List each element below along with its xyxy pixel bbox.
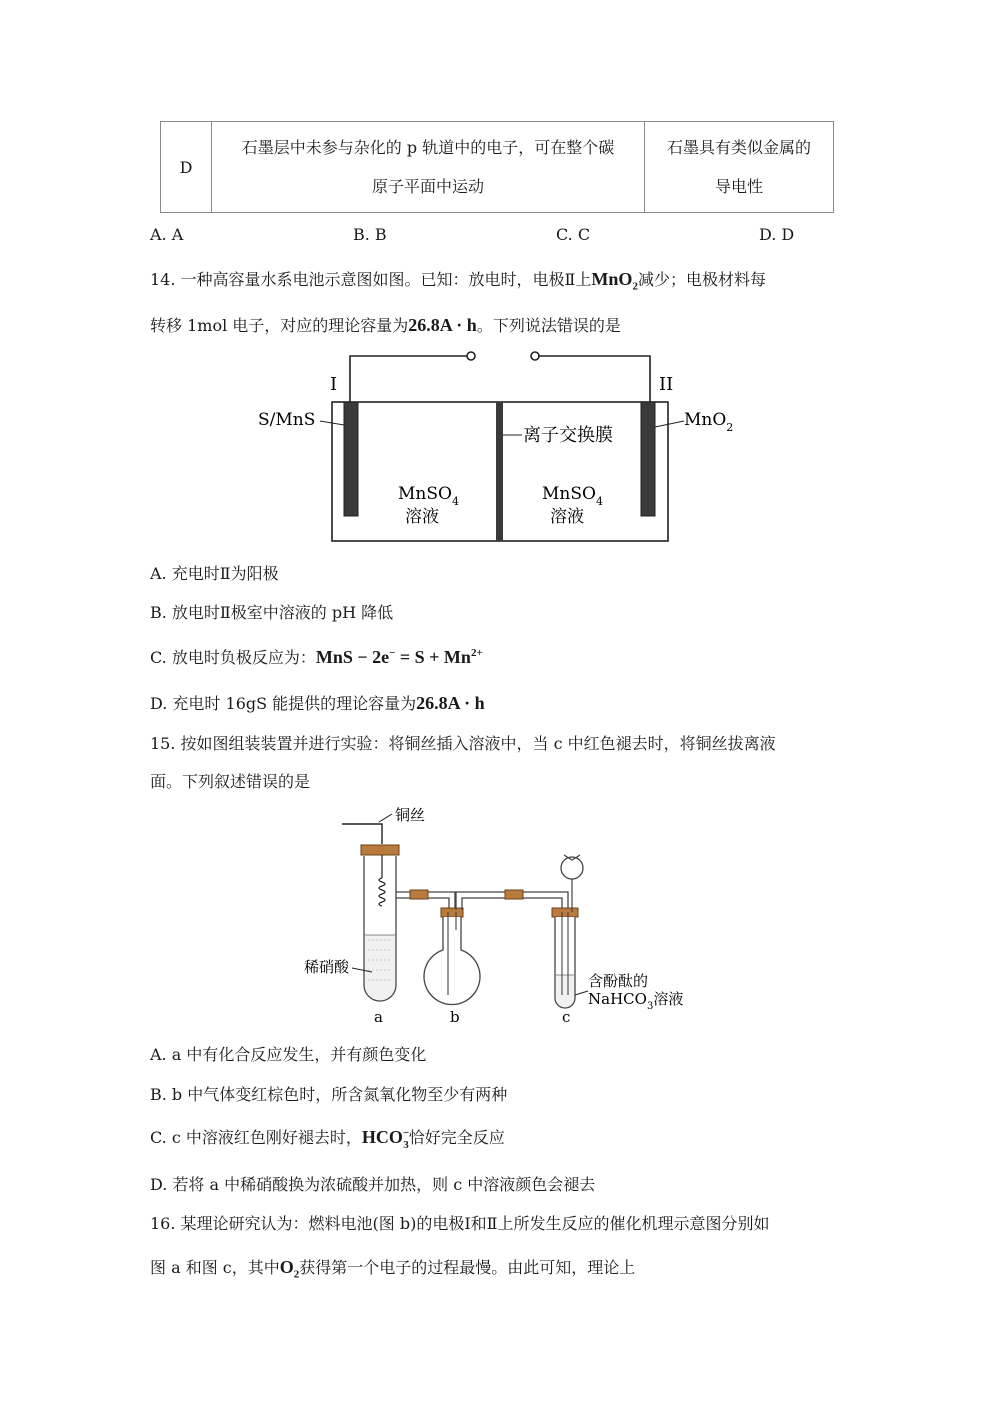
- copper-wire-pointer: [379, 814, 392, 822]
- table-cell-label: D: [161, 122, 212, 213]
- q14-stem-text: 14. 一种高容量水系电池示意图如图。已知：放电时，电极Ⅱ上: [150, 270, 592, 289]
- bicarbonate-formula: $HCO^-_3$: [361, 1127, 410, 1151]
- q14-option-c-text: C. 放电时负极反应为：: [150, 648, 316, 667]
- left-terminal: [467, 352, 475, 360]
- q16-stem-line-1: 16. 某理论研究认为：燃料电池(图 b)的电极Ⅰ和Ⅱ上所发生反应的催化机理示意图分别如: [150, 1214, 770, 1233]
- label-phenolphthalein: 含酚酞的: [588, 972, 649, 990]
- electrode-II: [641, 402, 655, 516]
- q14-option-c-formula: MnS − $2e^- = S + Mn^{2+}$: [315, 647, 483, 667]
- dilute-acid-liquid: [365, 935, 395, 1000]
- q15-option-c-suffix: 恰好完全反应: [408, 1128, 505, 1147]
- q14-stem-line-2: [150, 313, 621, 336]
- q14-option-d[interactable]: [150, 691, 485, 714]
- label-left-material: S/MnS: [258, 410, 316, 430]
- q15-option-b[interactable]: B. b 中气体变红棕色时，所含氮氧化物至少有两种: [150, 1085, 508, 1104]
- explanation-line-1: 石墨层中未参与杂化的 p 轨道中的电子，可在整个碳: [241, 138, 615, 157]
- stopper-a: [361, 845, 399, 855]
- mno2-formula: MnO$_2$: [591, 269, 638, 293]
- q14-option-a[interactable]: A. 充电时Ⅱ为阳极: [150, 564, 279, 583]
- label-membrane: 离子交换膜: [523, 425, 613, 446]
- electrode-I: [344, 402, 358, 516]
- right-terminal: [531, 352, 539, 360]
- o2-formula: $O_2$: [279, 1257, 300, 1281]
- label-electrode-II: II: [659, 374, 674, 395]
- label-b: b: [450, 1008, 460, 1026]
- right-wire: [538, 356, 650, 405]
- q13-option-a[interactable]: A. A: [150, 225, 184, 244]
- q15-option-a[interactable]: A. a 中有化合反应发生，并有颜色变化: [150, 1045, 427, 1064]
- right-solution-formula: MnSO$_4$: [542, 484, 603, 508]
- flask-b: [424, 917, 480, 1005]
- left-solution-formula: MnSO$_4$: [398, 484, 459, 508]
- property-line-1: 石墨具有类似金属的: [666, 138, 811, 157]
- q15-option-c[interactable]: [150, 1125, 505, 1151]
- q14-option-b[interactable]: B. 放电时Ⅱ极室中溶液的 pH 降低: [150, 603, 394, 622]
- stopper-c: [552, 908, 578, 917]
- q14-stem-text-4: 。下列说法错误的是: [476, 316, 621, 335]
- battery-diagram: [250, 345, 750, 550]
- table-row: [161, 122, 834, 213]
- q14-stem-line-1: [150, 267, 766, 293]
- label-right-material: MnO$_2$: [684, 410, 734, 434]
- q16-stem-text-2: 获得第一个电子的过程最慢。由此可知，理论上: [299, 1258, 636, 1277]
- ion-exchange-membrane: [496, 402, 503, 541]
- left-solution-word: 溶液: [405, 507, 439, 527]
- table-cell-explanation: [212, 122, 645, 213]
- label-electrode-I: I: [330, 374, 338, 395]
- explanation-line-2: 原子平面中运动: [371, 177, 484, 196]
- q14-option-d-formula: 26.8A · h: [416, 693, 485, 713]
- hose-2: [505, 890, 523, 899]
- label-c: c: [562, 1008, 571, 1026]
- left-wire: [350, 356, 468, 405]
- stopper-b: [441, 908, 463, 917]
- q14-option-d-text: D. 充电时 16gS 能提供的理论容量为: [150, 694, 417, 713]
- q13-option-c[interactable]: C. C: [556, 225, 591, 244]
- label-a: a: [374, 1008, 383, 1026]
- hose-1: [410, 890, 428, 899]
- q14-stem-text-3: 转移 1mol 电子，对应的理论容量为: [150, 316, 409, 335]
- q16-stem-line-2: [150, 1255, 635, 1281]
- q14-option-c[interactable]: [150, 645, 483, 668]
- label-bicarbonate: NaHCO$_3$溶液: [588, 990, 684, 1012]
- capacity-formula: 26.8A · h: [408, 315, 477, 335]
- q15-stem-line-1: 15. 按如图组装装置并进行实验：将铜丝插入溶液中，当 c 中红色褪去时，将铜丝拔离液: [150, 734, 776, 753]
- apparatus-diagram: [290, 800, 710, 1030]
- label-dilute-acid: 稀硝酸: [304, 958, 350, 976]
- property-line-2: 导电性: [714, 177, 763, 196]
- right-solution-word: 溶液: [550, 507, 584, 527]
- q13-option-b[interactable]: B. B: [353, 225, 387, 244]
- label-copper-wire: 铜丝: [395, 806, 426, 824]
- q13-option-d[interactable]: D. D: [759, 225, 795, 244]
- q16-stem-text: 图 a 和图 c，其中: [150, 1258, 280, 1277]
- q14-stem-text-2: 减少；电极材料每: [637, 270, 766, 289]
- table-cell-property: [645, 122, 834, 213]
- bicarbonate-liquid: [556, 975, 574, 1007]
- q15-option-c-text: C. c 中溶液红色刚好褪去时，: [150, 1128, 362, 1147]
- copper-wire: [342, 824, 382, 844]
- q15-stem-line-2: 面。下列叙述错误的是: [150, 772, 311, 791]
- answer-table: [160, 121, 834, 213]
- q15-option-d[interactable]: D. 若将 a 中稀硝酸换为浓硫酸并加热，则 c 中溶液颜色会褪去: [150, 1175, 596, 1194]
